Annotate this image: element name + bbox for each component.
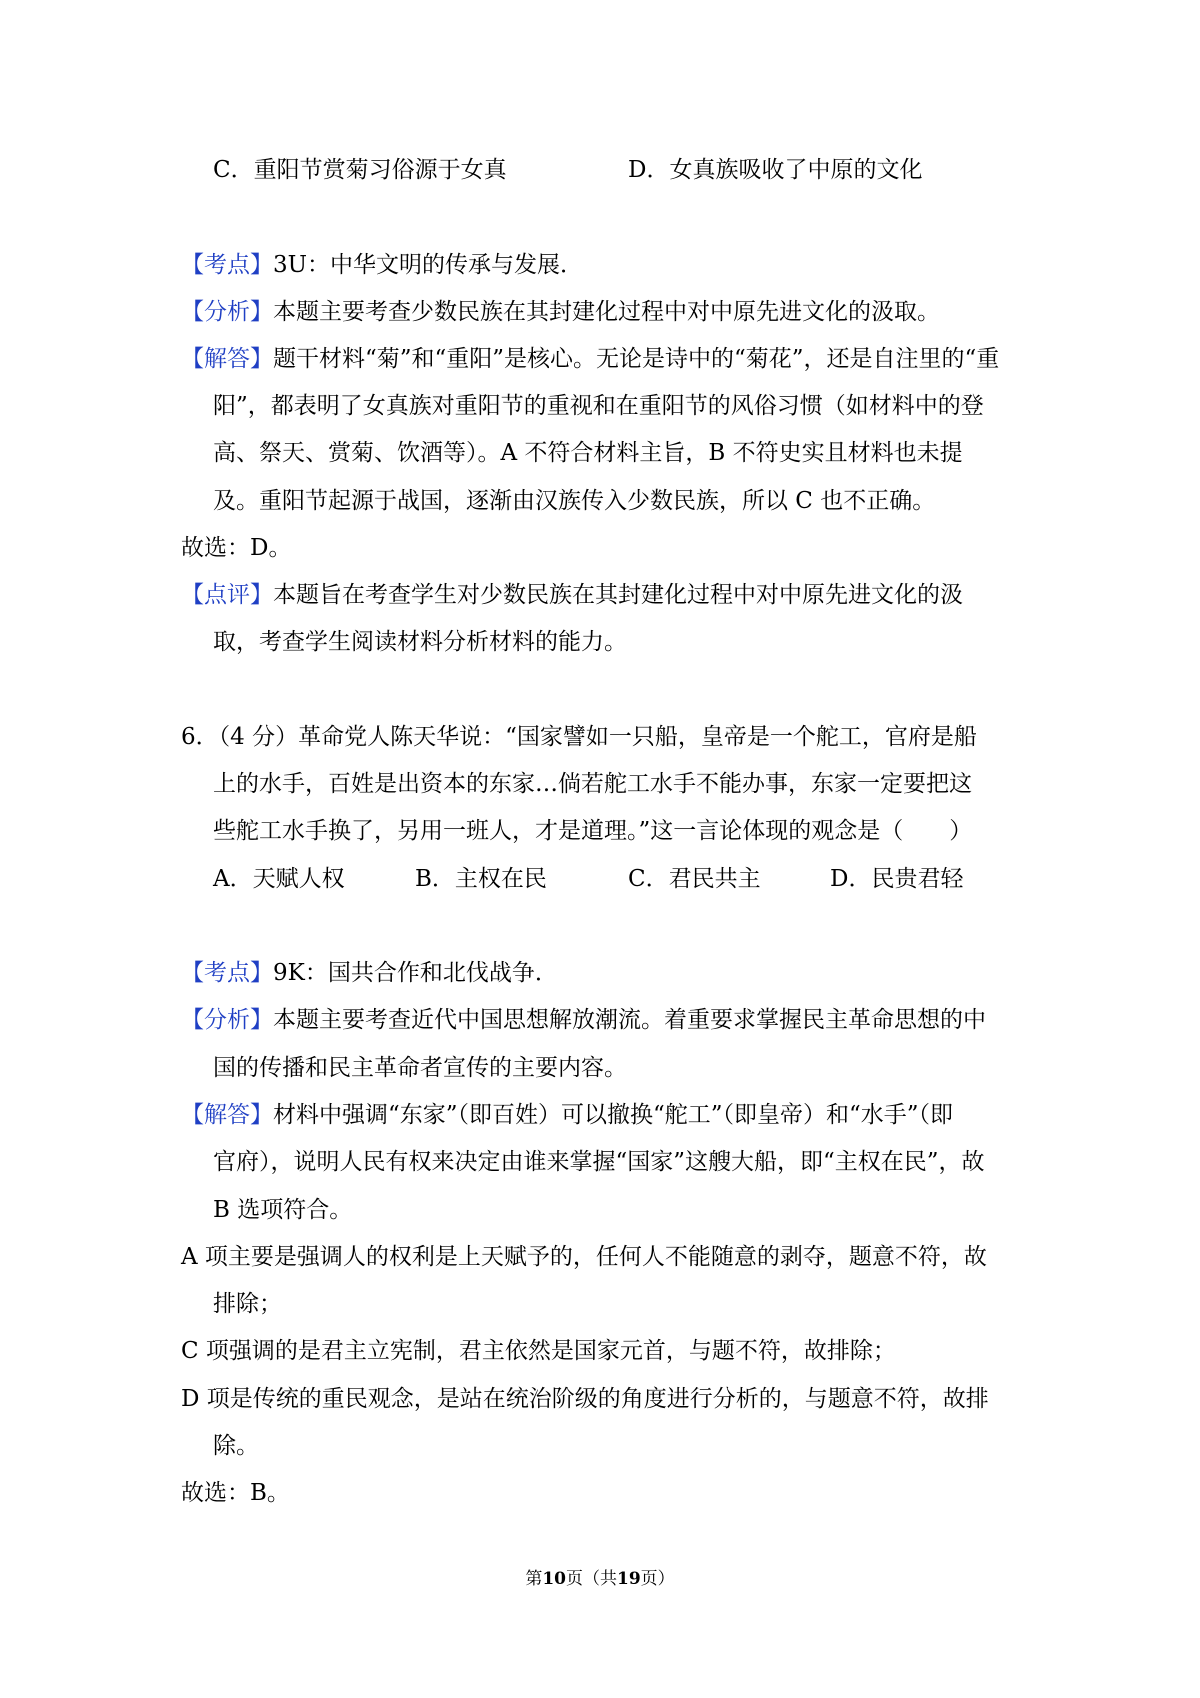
fenxi-tag: 【分析】 xyxy=(181,299,273,325)
q5-kaodian xyxy=(181,250,583,280)
q5-dianping xyxy=(181,580,963,610)
jieda-tag: 【解答】 xyxy=(181,1102,273,1128)
q5-jieda-line-4: 及。重阳节起源于战国，逐渐由汉族传入少数民族，所以 C 也不正确。 xyxy=(213,488,936,514)
q6-option-a: A．天赋人权 xyxy=(213,866,345,892)
q6-stem-line-3: 些舵工水手换了，另用一班人，才是道理。”这一言论体现的观念是（ ） xyxy=(213,818,973,844)
q6-option-c: C．君民共主 xyxy=(628,866,761,892)
q5-jieda-line-2: 阳”，都表明了女真族对重阳节的重视和在重阳节的风俗习惯（如材料中的登 xyxy=(213,393,984,419)
page-footer xyxy=(0,1564,1200,1589)
kaodian-text: 3U：中华文明的传承与发展． xyxy=(273,252,584,278)
footer-prefix: 第 xyxy=(525,1569,543,1589)
fenxi-tag: 【分析】 xyxy=(181,1007,273,1033)
jieda-line-1: 题干材料“菊”和“重阳”是核心。无论是诗中的“菊花”，还是自注里的“重 xyxy=(273,346,1000,372)
jieda-line-1: 材料中强调“东家”（即百姓）可以撤换“舵工”（即皇帝）和“水手”（即 xyxy=(273,1102,954,1128)
q6-kaodian xyxy=(181,958,558,988)
footer-middle: 页（共 xyxy=(566,1569,617,1589)
q6-jieda-line-3: B 选项符合。 xyxy=(213,1197,353,1223)
q6-stem-line-1: 6．（4 分）革命党人陈天华说：“国家譬如一只船，皇帝是一个舵工，官府是船 xyxy=(181,724,977,750)
fenxi-line-1: 本题主要考查近代中国思想解放潮流。着重要求掌握民主革命思想的中 xyxy=(273,1007,986,1033)
q6-d-line-2: 除。 xyxy=(213,1433,259,1459)
q6-c-line: C 项强调的是君主立宪制，君主依然是国家元首，与题不符，故排除； xyxy=(181,1338,896,1364)
footer-total-pages: 19 xyxy=(617,1569,641,1589)
q5-dianping-line-2: 取，考查学生阅读材料分析材料的能力。 xyxy=(213,629,627,655)
q5-jieda-line-3: 高、祭天、赏菊、饮酒等）。A 不符合材料主旨，B 不符史实且材料也未提 xyxy=(213,440,963,466)
q6-fenxi-line-2: 国的传播和民主革命者宣传的主要内容。 xyxy=(213,1055,627,1081)
fenxi-text: 本题主要考查少数民族在其封建化过程中对中原先进文化的汲取。 xyxy=(273,299,940,325)
dianping-tag: 【点评】 xyxy=(181,582,273,608)
q5-jieda xyxy=(181,344,999,374)
footer-page-number: 10 xyxy=(542,1569,566,1589)
q5-answer: 故选：D。 xyxy=(181,535,292,561)
kaodian-tag: 【考点】 xyxy=(181,960,273,986)
q6-jieda xyxy=(181,1100,953,1130)
q6-stem-line-2: 上的水手，百姓是出资本的东家…倘若舵工水手不能办事，东家一定要把这 xyxy=(213,771,972,797)
q5-option-c: C．重阳节赏菊习俗源于女真 xyxy=(213,157,507,183)
q5-fenxi xyxy=(181,297,940,327)
dianping-line-1: 本题旨在考查学生对少数民族在其封建化过程中对中原先进文化的汲 xyxy=(273,582,963,608)
jieda-tag: 【解答】 xyxy=(181,346,273,372)
q6-a-line-2: 排除； xyxy=(213,1291,282,1317)
kaodian-tag: 【考点】 xyxy=(181,252,273,278)
footer-suffix: 页） xyxy=(640,1569,675,1589)
q6-a-line-1: A 项主要是强调人的权利是上天赋予的，任何人不能随意的剥夺，题意不符，故 xyxy=(181,1244,987,1270)
q6-fenxi xyxy=(181,1005,986,1035)
kaodian-text: 9K：国共合作和北伐战争． xyxy=(273,960,558,986)
q6-answer: 故选：B。 xyxy=(181,1480,290,1506)
q6-d-line-1: D 项是传统的重民观念，是站在统治阶级的角度进行分析的，与题意不符，故排 xyxy=(181,1386,989,1412)
q6-jieda-line-2: 官府），说明人民有权来决定由谁来掌握“国家”这艘大船，即“主权在民”，故 xyxy=(213,1149,985,1175)
q5-option-d: D．女真族吸收了中原的文化 xyxy=(628,157,923,183)
q6-option-b: B．主权在民 xyxy=(415,866,547,892)
q6-option-d: D．民贵君轻 xyxy=(830,866,964,892)
